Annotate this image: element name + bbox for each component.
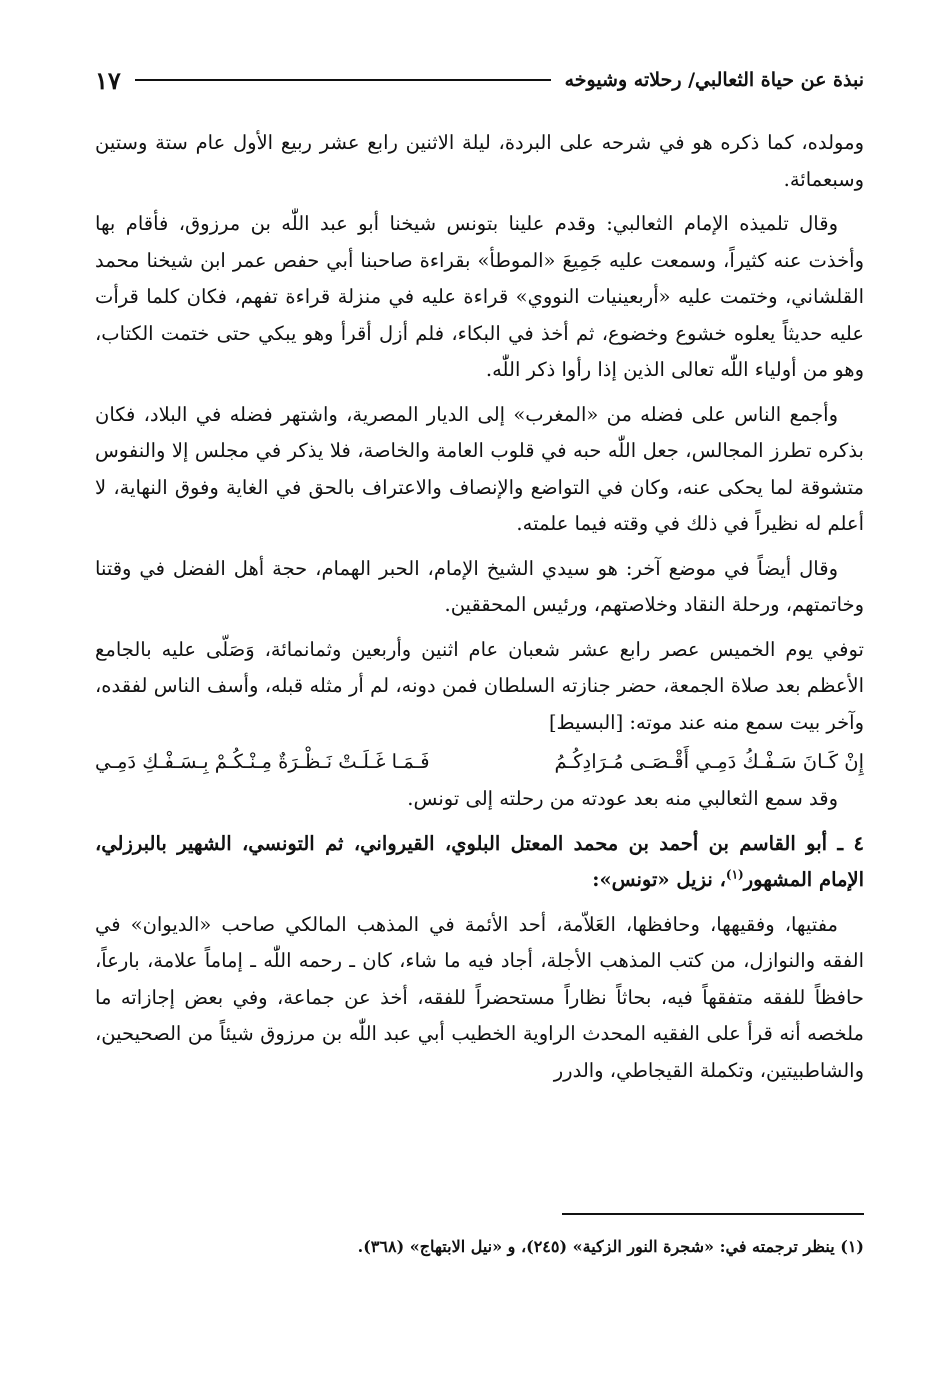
paragraph-entry-body: مفتيها، وفقيهها، وحافظها، العَلاّمة، أحد الأئمة في المذهب المالكي صاحب «الديوان» في الفقه والنوازل، من كتب المذهب الأجلة، أجاد فيه ما شاء، كان ـ رحمه اللّٰه ـ إماماً علامة، بارعاً، حافظاً للفقه متفقهاً فيه، بحاثاً نظاراً مستحضراً للفقه، أخذ عن جماعة، وفي بعض إجازاته ما ملخصه أنه قرأ على الفقيه المحدث الراوية الخطيب أبي عبد اللّٰه بن مرزوق شيئاً من الصحيحين، والشاطبيتين، وتكملة القيجاطي، والدرر xyxy=(95,912,864,1082)
paragraph-consensus: وأجمع الناس على فضله من «المغرب» إلى الديار المصرية، واشتهر فضله في البلاد، فكان بذكره تطرز المجالس، جعل اللّٰه حبه في قلوب العامة والخاصة، فلا يذكر في مجلس إلا والنفوس متشوقة لما يحكى عنه، وكان في التواضع والإنصاف والاعتراف بالحق في الغاية وفوق النهاية، لا أعلم له نظيراً في ذلك في وقته فيما علمته. xyxy=(95,402,864,535)
paragraph-after-verse: وقد سمع الثعالبي منه بعد عودته من رحلته إلى تونس. xyxy=(407,787,838,810)
verse-second-hemistich: فَـمَـا غَـلَـتْ نَـظْـرَةٌ مِـنْـكُـمْ بِـسَـفْـكِ دَمِـي xyxy=(95,750,430,773)
running-title: نبذة عن حياة الثعالبي/ رحلاته وشيوخه xyxy=(564,69,864,91)
entry-heading-suffix: ، نزيل «تونس»: xyxy=(592,868,726,891)
footnote-separator xyxy=(562,1213,864,1215)
footnote: (١) ينظر ترجمته في: «شجرة النور الزكية» (٢٤٥)، و «نيل الابتهاج» (٣٦٨). xyxy=(357,1237,864,1256)
entry-heading-text: ٤ ـ أبو القاسم بن أحمد بن محمد المعتل البلوي، القيرواني، ثم التونسي، الشهير بالبرزلي، الإمام المشهور xyxy=(95,831,864,891)
paragraph-birth: ومولده، كما ذكره هو في شرحه على البردة، ليلة الاثنين رابع عشر ربيع الأول عام ستة وستين وسبعمائة. xyxy=(95,131,864,191)
running-header xyxy=(95,62,864,98)
main-text xyxy=(95,125,864,1097)
paragraph-student-account: وقال تلميذه الإمام الثعالبي: وقدم علينا بتونس شيخنا أبو عبد اللّٰه بن مرزوق، فأقام بها وأخذت عنه كثيراً، وسمعت عليه جَمِيعَ «الموطأ» بقراءة صاحبنا أبي حفص عمر ابن شيخنا محمد القلشاني، وختمت عليه «أربعينيات النووي» قراءة عليه في منزلة قراءة تفهم، فكان كلما قرأت عليه حديثاً يعلوه خشوع وخضوع، ثم أخذ في البكاء، فلم أزل أقرأ وهو يبكي حتى ختمت الكتاب، وهو من أولياء اللّٰه تعالى الذين إذا رأوا ذكر اللّٰه. xyxy=(95,212,864,381)
page-number: ١٧ xyxy=(95,65,121,95)
poetry-verse xyxy=(95,743,864,781)
entry-heading xyxy=(95,826,864,899)
footnote-marker: (١) xyxy=(725,867,744,882)
header-rule xyxy=(135,79,551,81)
paragraph-praise: وقال أيضاً في موضع آخر: هو سيدي الشيخ الإمام، الحبر الهمام، حجة أهل الفضل في وقتنا وخاتمتهم، ورحلة النقاد وخلاصتهم، ورئيس المحققين. xyxy=(95,556,864,616)
verse-first-hemistich: إِنْ كَـانَ سَـفْـكُ دَمِـي أَقْـصَـى مُـرَادِكُـمُ xyxy=(554,750,864,773)
paragraph-death: توفي يوم الخميس عصر رابع عشر شعبان عام اثنين وأربعين وثمانمائة، وَصَلّى عليه بالجامع الأعظم بعد صلاة الجمعة، حضر جنازته السلطان فمن دونه، لم أر مثله قبله، وأسف الناس لفقده، وآخر بيت سمع منه عند موته: [البسيط] xyxy=(95,637,864,734)
